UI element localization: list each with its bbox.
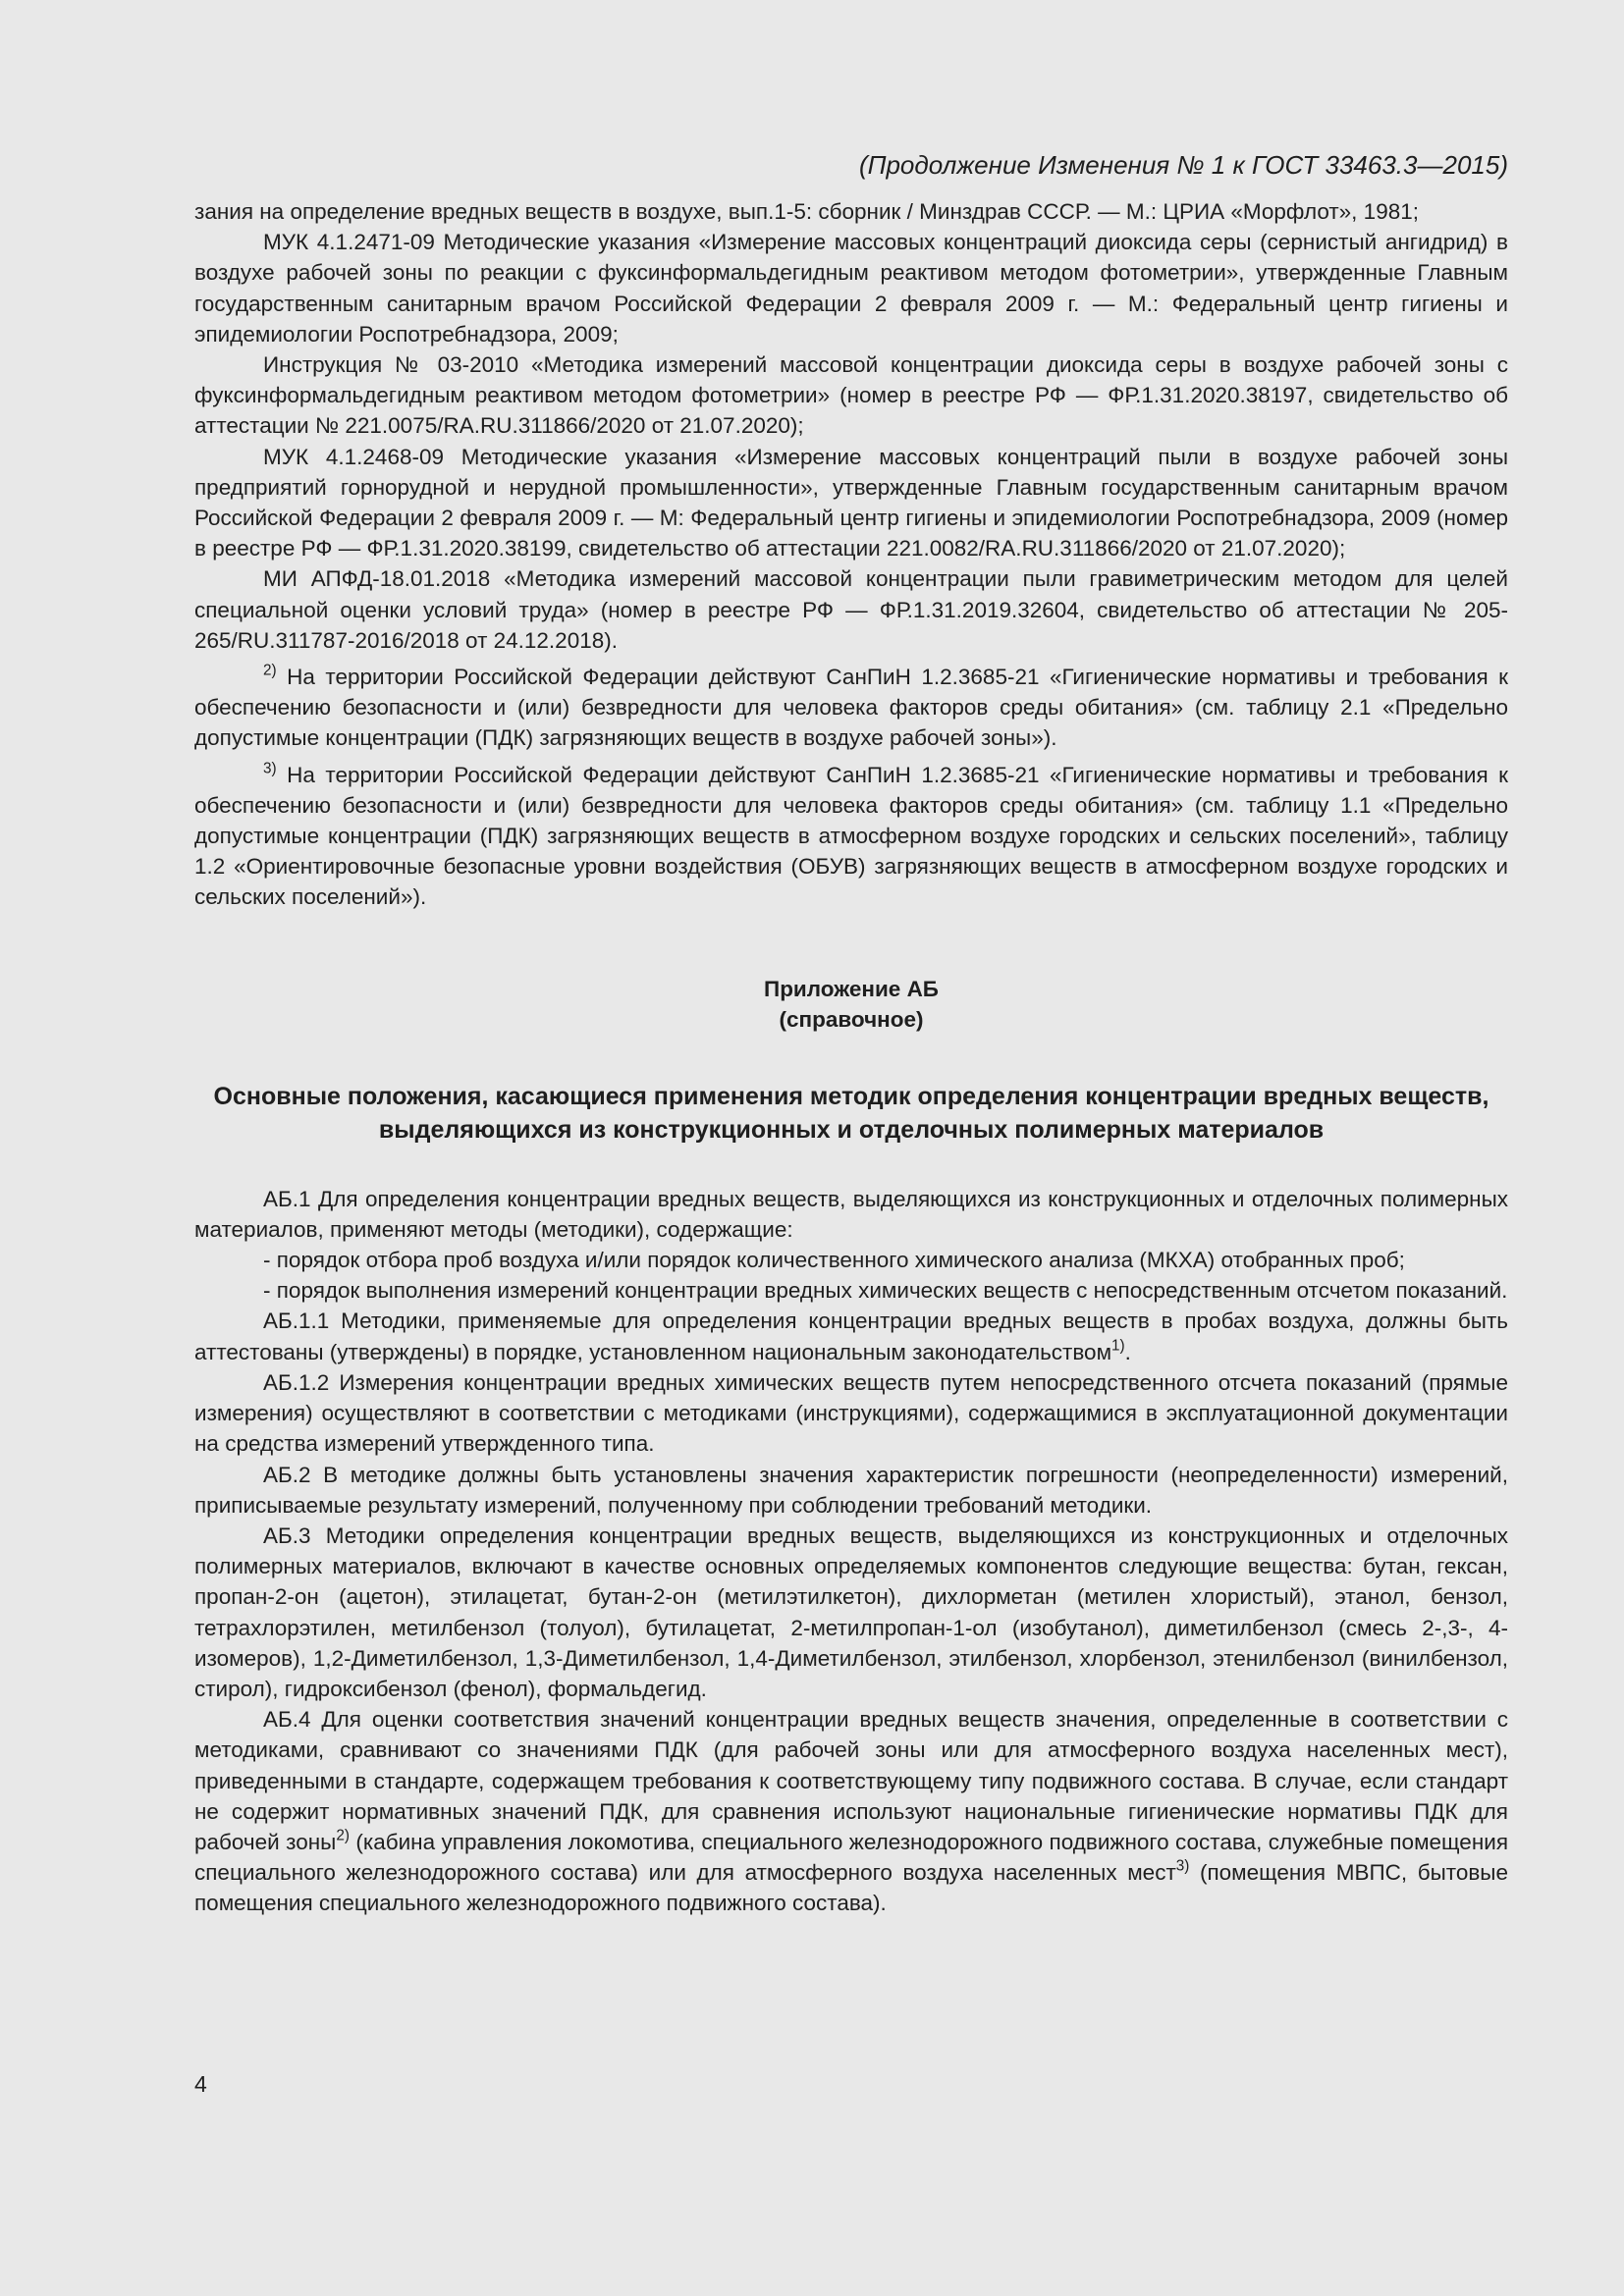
reference-instruction-03-2010: Инструкция № 03-2010 «Методика измерений массовой концентрации диоксида серы в воздухе рабочей зоны с фуксинформальдегидным реактивом методом фотометрии» (номер в реестре РФ — ФР.1.31.2020.38197, свидетельство об аттестации № 221.0075/RA.RU.311866/2020 от 21.07.2020); xyxy=(194,352,1508,439)
footnote-2 xyxy=(194,662,1508,754)
section-ab4-footnote-mark-3: 3) xyxy=(1175,1857,1190,1875)
reference-continuation: зания на определение вредных веществ в воздухе, вып.1-5: сборник / Минздрав СССР. — М.: ЦРИА «Морфлот», 1981; xyxy=(194,199,1419,224)
reference-muk-2471: МУК 4.1.2471-09 Методические указания «Измерение массовых концентраций диоксида серы (сернистый ангидрид) в воздухе рабочей зоны по реакции с фуксинформальдегидным реактивом методом фотометрии», утвержденные Главным государственным санитарным врачом Российской Федерации 2 февраля 2009 г. — М.: Федеральный центр гигиены и эпидемиологии Роспотребнадзора, 2009; xyxy=(194,230,1508,347)
page-number: 4 xyxy=(194,2071,207,2097)
running-header: (Продолжение Изменения № 1 к ГОСТ 33463.3—2015) xyxy=(858,150,1508,180)
footnote-3-text: На территории Российской Федерации действуют СанПиН 1.2.3685-21 «Гигиенические нормативы и требования к обеспечению безопасности и (или) безвредности для человека факторов среды обитания» (см. таблицу 1.1 «Предельно допустимые концентрации (ПДК) загрязняющих веществ в атмосферном воздухе городских и сельских поселений», таблицу 1.2 «Ориентировочные безопасные уровни воздействия (ОБУВ) загрязняющих веществ в атмосферном воздухе городских и сельских поселений»). xyxy=(194,762,1508,910)
section-ab1: АБ.1 Для определения концентрации вредных веществ, выделяющихся из конструкционных и отделочных полимерных материалов, применяют методы (методики), содержащие: xyxy=(194,1186,1508,1242)
section-ab4-text-3: (помещения МВПС, бытовые помещения специального железнодорожного подвижного состава). xyxy=(194,1860,1508,1916)
section-ab1-1-end: . xyxy=(1124,1339,1131,1364)
footnote-2-mark: 2) xyxy=(263,662,277,679)
footnote-2-text: На территории Российской Федерации действуют СанПиН 1.2.3685-21 «Гигиенические нормативы и требования к обеспечению безопасности и (или) безвредности для человека факторов среды обитания» (см. таблицу 2.1 «Предельно допустимые концентрации (ПДК) загрязняющих веществ в воздухе рабочей зоны»). xyxy=(194,665,1508,751)
section-ab1-item-2: - порядок выполнения измерений концентрации вредных химических веществ с непосредственным отсчетом показаний. xyxy=(263,1278,1508,1304)
section-ab4 xyxy=(194,1704,1508,1918)
footnote-3-mark: 3) xyxy=(263,760,277,777)
section-ab4-text-1: АБ.4 Для оценки соответствия значений концентрации вредных веществ значения, определенные в соответствии с методиками, сравнивают со значениями ПДК (для рабочей зоны или для атмосферного воздуха населенных мест), приведенными в стандарте, содержащем требования к соответствующему типу подвижного состава. В случае, если стандарт не содержит нормативных значений ПДК, для сравнения используют национальные гигиенические нормативы ПДК для рабочей зоны xyxy=(194,1707,1508,1854)
section-ab1-1-footnote-mark: 1) xyxy=(1111,1337,1125,1355)
section-ab4-text-2: (кабина управления локомотива, специального железнодорожного подвижного состава, служебные помещения специального железнодорожного состава) или для атмосферного воздуха населенных мест xyxy=(194,1829,1508,1886)
annex-subtitle: (справочное) xyxy=(779,1006,924,1032)
section-ab3: АБ.3 Методики определения концентрации вредных веществ, выделяющихся из конструкционных и отделочных полимерных материалов, включают в качестве основных определяемых компонентов следующие вещества: бутан, гексан, пропан-2-он (ацетон), этилацетат, бутан-2-он (метилэтилкетон), дихлорметан (метилен хлористый), этанол, бензол, тетрахлорэтилен, метилбензол (толуол), бутилацетат, 2-метилпропан-1-ол (изобутанол), диметилбензол (смесь 2-,3-, 4-изомеров), 1,2-Диметилбензол, 1,3-Диметилбензол, 1,4-Диметилбензол, этилбензол, хлорбензол, этенилбензол (винилбензол, стирол), гидроксибензол (фенол), формальдегид. xyxy=(194,1522,1508,1701)
reference-muk-2468: МУК 4.1.2468-09 Методические указания «Измерение массовых концентраций пыли в воздухе рабочей зоны предприятий горнорудной и нерудной промышленности», утвержденные Главным государственным санитарным врачом Российской Федерации 2 февраля 2009 г. — М: Федеральный центр гигиены и эпидемиологии Роспотребнадзора, 2009 (номер в реестре РФ — ФР.1.31.2020.38199, свидетельство об аттестации 221.0082/RA.RU.311866/2020 от 21.07.2020); xyxy=(194,444,1508,561)
section-ab1-1 xyxy=(194,1306,1508,1366)
section-ab1-1-text: АБ.1.1 Методики, применяемые для определения концентрации вредных веществ в пробах воздуха, должны быть аттестованы (утверждены) в порядке, установленном национальным законодательством xyxy=(194,1308,1508,1364)
annex-title: Приложение АБ xyxy=(764,976,939,1001)
reference-mi-apfd: МИ АПФД-18.01.2018 «Методика измерений массовой концентрации пыли гравиметрическим методом для целей специальной оценки условий труда» (номер в реестре РФ — ФР.1.31.2019.32604, свидетельство об аттестации № 205-265/RU.311787-2016/2018 от 24.12.2018). xyxy=(194,566,1508,653)
section-ab2: АБ.2 В методике должны быть установлены значения характеристик погрешности (неопределенности) измерений, приписываемые результату измерений, полученному при соблюдении требований методики. xyxy=(194,1462,1508,1518)
annex-heading: Основные положения, касающиеся применения методик определения концентрации вредных веществ, выделяющихся из конструкционных и отделочных полимерных материалов xyxy=(213,1082,1489,1144)
document-page xyxy=(194,147,1508,1919)
section-ab1-item-1: - порядок отбора проб воздуха и/или порядок количественного химического анализа (МКХА) отобранных проб; xyxy=(263,1248,1405,1273)
section-ab1-2: АБ.1.2 Измерения концентрации вредных химических веществ путем непосредственного отсчета показаний (прямые измерения) осуществляют в соответствии с методиками (инструкциями), содержащимися в эксплуатационной документации на средства измерений утвержденного типа. xyxy=(194,1369,1508,1457)
footnote-3 xyxy=(194,760,1508,913)
section-ab4-footnote-mark-2: 2) xyxy=(336,1827,350,1844)
